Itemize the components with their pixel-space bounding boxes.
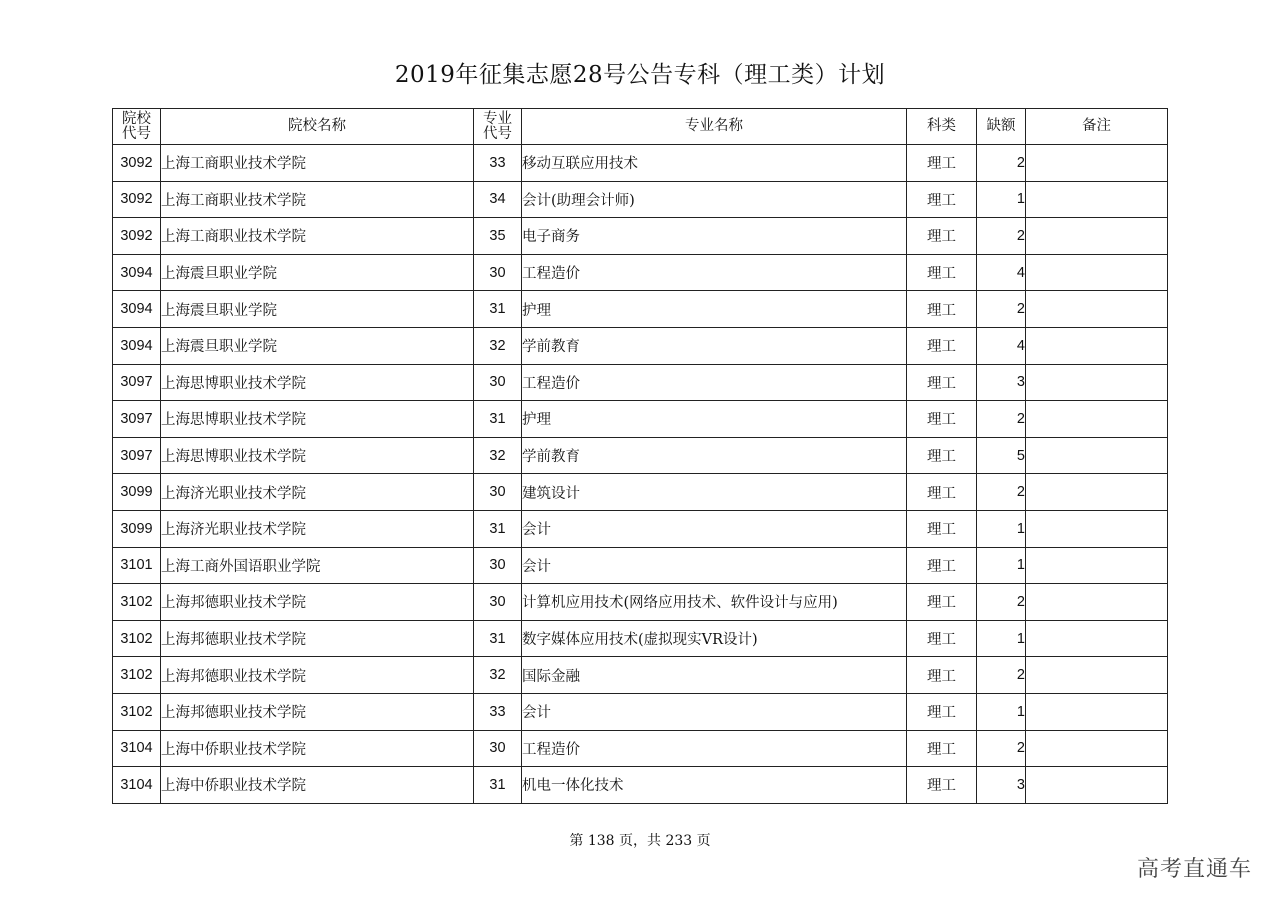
cell-quota: 2 [977,145,1026,182]
table-row [113,218,1168,255]
page-title: 2019年征集志愿28号公告专科（理工类）计划 [394,62,886,88]
cell-major-name: 机电一体化技术 [522,767,907,804]
cell-quota: 2 [977,657,1026,694]
cell-school-name: 上海工商职业技术学院 [161,181,474,218]
cell-note [1026,547,1168,584]
cell-major-code: 31 [474,510,522,547]
cell-major-name: 电子商务 [522,218,907,255]
cell-school-name: 上海中侨职业技术学院 [161,730,474,767]
cell-major-name: 国际金融 [522,657,907,694]
header-major-code [474,109,522,145]
header-note: 备注 [1026,109,1168,145]
cell-major-code: 31 [474,767,522,804]
cell-school-name: 上海震旦职业学院 [161,327,474,364]
cell-note [1026,364,1168,401]
cell-major-code: 30 [474,474,522,511]
table-row [113,584,1168,621]
cell-school-code: 3104 [113,767,161,804]
cell-quota: 2 [977,474,1026,511]
cell-school-name: 上海邦德职业技术学院 [161,620,474,657]
cell-category: 理工 [907,327,977,364]
cell-major-name: 工程造价 [522,730,907,767]
cell-school-name: 上海工商外国语职业学院 [161,547,474,584]
cell-quota: 2 [977,401,1026,438]
cell-major-code: 31 [474,620,522,657]
cell-major-code: 33 [474,145,522,182]
cell-note [1026,145,1168,182]
cell-note [1026,657,1168,694]
cell-category: 理工 [907,620,977,657]
cell-category: 理工 [907,254,977,291]
cell-quota: 1 [977,547,1026,584]
cell-major-name: 计算机应用技术(网络应用技术、软件设计与应用) [522,584,907,621]
cell-category: 理工 [907,145,977,182]
table-row [113,327,1168,364]
plan-table [112,108,1168,804]
table-row [113,401,1168,438]
cell-note [1026,218,1168,255]
cell-school-code: 3092 [113,218,161,255]
cell-category: 理工 [907,510,977,547]
cell-school-code: 3101 [113,547,161,584]
cell-note [1026,620,1168,657]
table-header [113,109,1168,145]
cell-major-code: 35 [474,218,522,255]
cell-note [1026,327,1168,364]
cell-school-code: 3097 [113,437,161,474]
cell-note [1026,254,1168,291]
table-row [113,181,1168,218]
cell-major-name: 工程造价 [522,254,907,291]
cell-note [1026,474,1168,511]
table-row [113,145,1168,182]
cell-quota: 1 [977,693,1026,730]
cell-major-name: 护理 [522,291,907,328]
cell-school-code: 3102 [113,693,161,730]
cell-quota: 1 [977,181,1026,218]
cell-note [1026,291,1168,328]
header-school-code-text: 院校代号 [122,110,151,142]
cell-school-code: 3092 [113,181,161,218]
table-row [113,767,1168,804]
cell-school-code: 3099 [113,474,161,511]
cell-major-name: 工程造价 [522,364,907,401]
cell-school-name: 上海震旦职业学院 [161,254,474,291]
cell-major-code: 32 [474,327,522,364]
cell-school-name: 上海邦德职业技术学院 [161,657,474,694]
cell-quota: 2 [977,730,1026,767]
header-major-code-text: 专业代号 [483,110,512,142]
cell-category: 理工 [907,693,977,730]
cell-school-code: 3092 [113,145,161,182]
cell-major-code: 33 [474,693,522,730]
cell-major-name: 会计 [522,510,907,547]
cell-major-code: 31 [474,401,522,438]
cell-school-name: 上海济光职业技术学院 [161,510,474,547]
cell-quota: 3 [977,767,1026,804]
cell-quota: 1 [977,620,1026,657]
cell-note [1026,510,1168,547]
cell-school-code: 3102 [113,657,161,694]
cell-major-code: 30 [474,547,522,584]
cell-school-code: 3104 [113,730,161,767]
header-school-name: 院校名称 [161,109,474,145]
table-row [113,657,1168,694]
cell-quota: 2 [977,584,1026,621]
cell-major-name: 移动互联应用技术 [522,145,907,182]
cell-major-code: 32 [474,657,522,694]
cell-school-code: 3094 [113,291,161,328]
cell-school-name: 上海震旦职业学院 [161,291,474,328]
cell-category: 理工 [907,730,977,767]
cell-school-name: 上海济光职业技术学院 [161,474,474,511]
cell-major-name: 护理 [522,401,907,438]
header-major-name: 专业名称 [522,109,907,145]
cell-school-code: 3094 [113,327,161,364]
table-row [113,620,1168,657]
table-row [113,693,1168,730]
cell-major-code: 30 [474,364,522,401]
cell-major-code: 31 [474,291,522,328]
cell-major-code: 30 [474,254,522,291]
cell-major-name: 会计 [522,693,907,730]
watermark-logo: 高考直通车 [1136,857,1252,882]
cell-quota: 4 [977,254,1026,291]
table-row [113,474,1168,511]
cell-major-code: 34 [474,181,522,218]
cell-quota: 2 [977,291,1026,328]
cell-note [1026,584,1168,621]
table-row [113,547,1168,584]
cell-major-name: 建筑设计 [522,474,907,511]
cell-school-name: 上海工商职业技术学院 [161,145,474,182]
cell-note [1026,693,1168,730]
cell-major-name: 学前教育 [522,437,907,474]
cell-school-name: 上海邦德职业技术学院 [161,584,474,621]
cell-note [1026,730,1168,767]
cell-school-code: 3102 [113,584,161,621]
cell-category: 理工 [907,437,977,474]
cell-note [1026,437,1168,474]
page-footer: 第 138 页，共 233 页 [569,833,711,849]
cell-major-name: 会计 [522,547,907,584]
cell-school-name: 上海思博职业技术学院 [161,401,474,438]
cell-school-name: 上海思博职业技术学院 [161,437,474,474]
cell-category: 理工 [907,364,977,401]
cell-school-code: 3099 [113,510,161,547]
table-row [113,437,1168,474]
cell-note [1026,767,1168,804]
cell-school-code: 3102 [113,620,161,657]
header-category: 科类 [907,109,977,145]
cell-category: 理工 [907,401,977,438]
cell-major-name: 学前教育 [522,327,907,364]
table-row [113,364,1168,401]
cell-quota: 4 [977,327,1026,364]
cell-school-code: 3097 [113,401,161,438]
cell-category: 理工 [907,767,977,804]
cell-category: 理工 [907,181,977,218]
table-row [113,510,1168,547]
cell-school-name: 上海工商职业技术学院 [161,218,474,255]
cell-category: 理工 [907,547,977,584]
cell-school-code: 3097 [113,364,161,401]
cell-note [1026,401,1168,438]
cell-category: 理工 [907,584,977,621]
cell-note [1026,181,1168,218]
cell-category: 理工 [907,291,977,328]
cell-school-name: 上海中侨职业技术学院 [161,767,474,804]
cell-quota: 3 [977,364,1026,401]
cell-major-code: 32 [474,437,522,474]
cell-quota: 1 [977,510,1026,547]
table-row [113,730,1168,767]
cell-quota: 2 [977,218,1026,255]
cell-category: 理工 [907,474,977,511]
header-school-code [113,109,161,145]
header-quota: 缺额 [977,109,1026,145]
cell-major-code: 30 [474,730,522,767]
cell-school-name: 上海邦德职业技术学院 [161,693,474,730]
header-row [113,109,1168,145]
cell-category: 理工 [907,657,977,694]
cell-major-code: 30 [474,584,522,621]
cell-school-name: 上海思博职业技术学院 [161,364,474,401]
cell-major-name: 数字媒体应用技术(虚拟现实VR设计) [522,620,907,657]
table-row [113,291,1168,328]
cell-quota: 5 [977,437,1026,474]
table-row [113,254,1168,291]
cell-category: 理工 [907,218,977,255]
cell-major-name: 会计(助理会计师) [522,181,907,218]
cell-school-code: 3094 [113,254,161,291]
table-body [113,145,1168,804]
